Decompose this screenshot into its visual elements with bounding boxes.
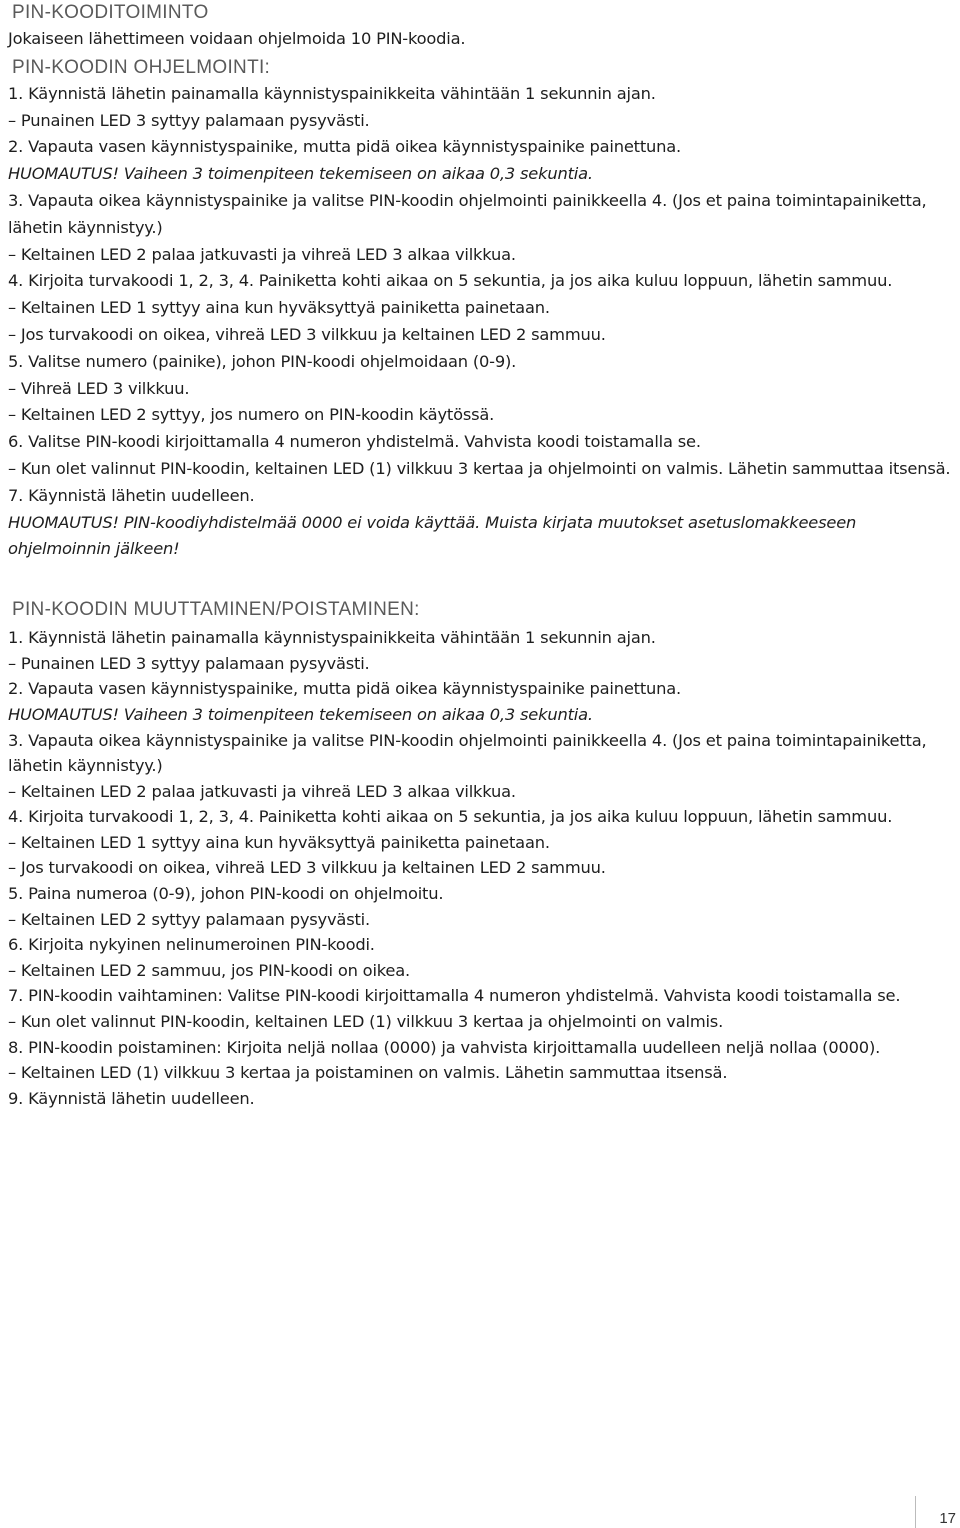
section1-note: HUOMAUTUS! Vaiheen 3 toimenpiteen tekemiseen on aikaa 0,3 sekuntia. [8, 164, 593, 184]
intro-text: Jokaiseen lähettimeen voidaan ohjelmoida 10 PIN-koodia. [8, 29, 466, 48]
section2-line: – Keltainen LED (1) vilkkuu 3 kertaa ja poistaminen on valmis. Lähetin sammuttaa itsensä. [8, 1063, 728, 1083]
section2-heading: PIN-KOODIN MUUTTAMINEN/POISTAMINEN: [12, 599, 420, 621]
section1-body [8, 81, 952, 563]
section1-line: 5. Valitse numero (painike), johon PIN-koodi ohjelmoidaan (0-9). [8, 351, 517, 371]
section1-line: – Punainen LED 3 syttyy palamaan pysyvästi. [8, 110, 370, 130]
page-title: PIN-KOODITOIMINTO [12, 2, 209, 23]
section1-line: – Vihreä LED 3 vilkkuu. [8, 378, 190, 398]
section2-line: 6. Kirjoita nykyinen nelinumeroinen PIN-koodi. [8, 935, 375, 955]
section1-line: 7. Käynnistä lähetin uudelleen. [8, 485, 255, 505]
section1-line: – Kun olet valinnut PIN-koodin, keltainen LED (1) vilkkuu 3 kertaa ja ohjelmointi on valmis. Lähetin sammuttaa itsensä. [8, 458, 951, 478]
section1-line: 6. Valitse PIN-koodi kirjoittamalla 4 numeron yhdistelmä. Vahvista koodi toistamalla se. [8, 432, 701, 452]
section1-line: – Keltainen LED 2 palaa jatkuvasti ja vihreä LED 3 alkaa vilkkua. [8, 244, 516, 264]
section2-line: 1. Käynnistä lähetin painamalla käynnistyspainikkeita vähintään 1 sekunnin ajan. [8, 628, 656, 648]
section1-line: 1. Käynnistä lähetin painamalla käynnistyspainikkeita vähintään 1 sekunnin ajan. [8, 83, 656, 103]
section2-line: – Kun olet valinnut PIN-koodin, keltainen LED (1) vilkkuu 3 kertaa ja ohjelmointi on valmis. [8, 1012, 724, 1032]
page-number: 17 [939, 1510, 956, 1527]
section1-line: 4. Kirjoita turvakoodi 1, 2, 3, 4. Painiketta kohti aikaa on 5 sekuntia, ja jos aika kuluu loppuun, lähetin sammuu. [8, 271, 893, 291]
section2-line: – Keltainen LED 1 syttyy aina kun hyväksyttyä painiketta painetaan. [8, 832, 550, 852]
section1-line: – Keltainen LED 2 syttyy, jos numero on PIN-koodin käytössä. [8, 405, 495, 425]
section1-line: 3. Vapauta oikea käynnistyspainike ja valitse PIN-koodin ohjelmointi painikkeella 4. (Jos et paina toimintapainiketta, lähetin käynnistyy.) [8, 190, 927, 237]
section2-line: – Keltainen LED 2 sammuu, jos PIN-koodi on oikea. [8, 960, 410, 980]
section1-heading: PIN-KOODIN OHJELMOINTI: [12, 56, 271, 78]
section2-body [8, 625, 952, 1111]
section1-line: 2. Vapauta vasen käynnistyspainike, mutta pidä oikea käynnistyspainike painettuna. [8, 137, 682, 157]
section2-line: 7. PIN-koodin vaihtaminen: Valitse PIN-koodi kirjoittamalla 4 numeron yhdistelmä. Vahvista koodi toistamalla se. [8, 986, 901, 1006]
section2-note: HUOMAUTUS! Vaiheen 3 toimenpiteen tekemiseen on aikaa 0,3 sekuntia. [8, 704, 593, 724]
section2-line: 5. Paina numeroa (0-9), johon PIN-koodi on ohjelmoitu. [8, 884, 444, 904]
section1-line: – Jos turvakoodi on oikea, vihreä LED 3 vilkkuu ja keltainen LED 2 sammuu. [8, 324, 606, 344]
section2-line: – Keltainen LED 2 syttyy palamaan pysyvästi. [8, 909, 370, 929]
section2-line: 3. Vapauta oikea käynnistyspainike ja valitse PIN-koodin ohjelmointi painikkeella 4. (Jos et paina toimintapainiketta, lähetin käynnistyy.) [8, 730, 927, 776]
section2-line: 2. Vapauta vasen käynnistyspainike, mutta pidä oikea käynnistyspainike painettuna. [8, 679, 682, 699]
section1-note: HUOMAUTUS! PIN-koodiyhdistelmää 0000 ei voida käyttää. Muista kirjata muutokset asetuslomakkeeseen ohjelmoinnin jälkeen! [8, 512, 857, 559]
document-body [8, 0, 952, 1111]
section2-line: 4. Kirjoita turvakoodi 1, 2, 3, 4. Painiketta kohti aikaa on 5 sekuntia, ja jos aika kuluu loppuun, lähetin sammuu. [8, 807, 893, 827]
section2-line: – Punainen LED 3 syttyy palamaan pysyvästi. [8, 653, 370, 673]
section2-line: – Jos turvakoodi on oikea, vihreä LED 3 vilkkuu ja keltainen LED 2 sammuu. [8, 858, 606, 878]
section2-line: 8. PIN-koodin poistaminen: Kirjoita neljä nollaa (0000) ja vahvista kirjoittamalla uudelleen neljä nollaa (0000). [8, 1037, 881, 1057]
section2-line: 9. Käynnistä lähetin uudelleen. [8, 1088, 255, 1108]
section2-line: – Keltainen LED 2 palaa jatkuvasti ja vihreä LED 3 alkaa vilkkua. [8, 781, 516, 801]
section1-line: – Keltainen LED 1 syttyy aina kun hyväksyttyä painiketta painetaan. [8, 298, 550, 318]
